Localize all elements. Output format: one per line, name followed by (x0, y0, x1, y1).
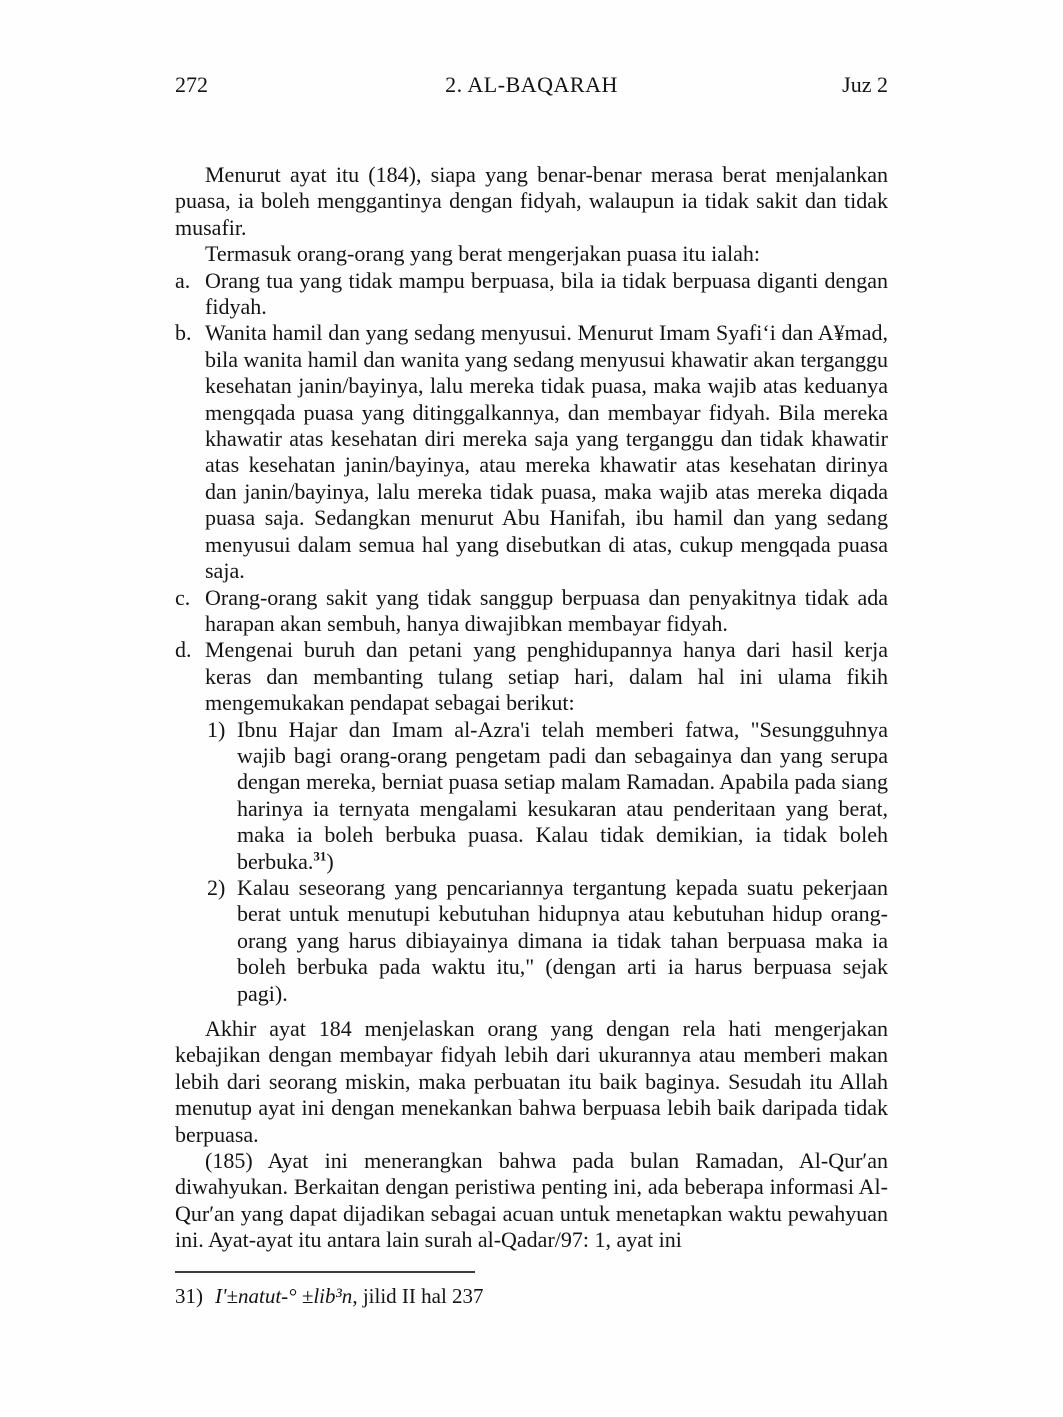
list-marker: c. (175, 584, 191, 610)
footnote-reference: 31 (313, 848, 327, 864)
page-number: 272 (175, 72, 208, 97)
paragraph-intro: Menurut ayat itu (184), siapa yang benar-benar merasa berat menjalankan puasa, ia boleh menggantinya dengan fidyah, walaupun ia tidak sakit dan tidak musafir. (175, 162, 888, 240)
sublist-item-1 (207, 717, 888, 875)
footnote-rule (175, 1271, 475, 1273)
sublist-marker: 1) (207, 716, 226, 742)
page-header (175, 72, 888, 99)
sublist-marker: 2) (207, 874, 226, 900)
sublist-item-text: Kalau seseorang yang pencariannya tergantung kepada suatu pekerjaan berat untuk menutupi kebutuhan hidupnya atau kebutuhan hidup orang-orang yang harus dibiayainya dimana ia tidak tahan berpuasa maka ia boleh berbuka pada waktu itu," (dengan arti ia harus berpuasa sejak pagi). (237, 874, 888, 1006)
list-item-c (175, 585, 888, 638)
list-item-a (175, 268, 888, 321)
list-item-text: Orang tua yang tidak mampu berpuasa, bila ia tidak berpuasa diganti dengan fidyah. (205, 267, 888, 320)
footnote-suffix: , jilid II hal 237 (352, 1283, 484, 1308)
footnote (175, 1283, 888, 1309)
sublist-item-2 (207, 875, 888, 1007)
sublist-item-text-after-ref: ) (326, 848, 334, 874)
list-marker: b. (175, 320, 192, 346)
list-item-text: Orang-orang sakit yang tidak sanggup berpuasa dan penyakitnya tidak ada harapan akan sembuh, hanya diwajibkan membayar fidyah. (205, 584, 888, 636)
list-item-d (175, 637, 888, 716)
sublist-item-text-main: Ibnu Hajar dan Imam al-Azra'i telah memberi fatwa, "Sesungguhnya wajib bagi orang-orang pengetam padi dan sebagainya dan yang serupa dengan mereka, berniat puasa setiap malam Ramadan. Apabila pada siang harinya ia ternyata mengalami kesukaran atau penderitaan yang berat, maka ia boleh berbuka puasa. Kalau tidak demikian, ia tidak boleh berbuka. (237, 716, 888, 874)
list-marker: a. (175, 267, 191, 293)
list-marker: d. (175, 637, 192, 663)
list-item-text: Wanita hamil dan yang sedang menyusui. Menurut Imam Syafi‘i dan A¥mad, bila wanita hamil dan wanita yang sedang menyusui khawatir akan terganggu kesehatan janin/bayinya, lalu mereka tidak puasa, maka wajib atas keduanya mengqada puasa yang ditinggalkannya, dan membayar fidyah. Bila mereka khawatir atas kesehatan diri mereka saja yang terganggu dan tidak khawatir atas kesehatan janin/bayinya, atau mereka khawatir atas kesehatan dirinya dan janin/bayinya, lalu mereka tidak puasa, maka wajib atas mereka diqada puasa saja. Sedangkan menurut Abu Hanifah, ibu hamil dan yang sedang menyusui dalam semua hal yang disebutkan di atas, cukup mengqada puasa saja. (205, 320, 888, 584)
footnote-marker: 31) (175, 1283, 203, 1308)
running-title: 2. AL-BAQARAH (445, 72, 618, 97)
list-item-text: Mengenai buruh dan petani yang penghidupannya hanya dari hasil kerja keras dan membanting tulang setiap hari, dalam hal ini ulama fikih mengemukakan pendapat sebagai berikut: (205, 637, 888, 716)
list-item-b (175, 320, 888, 584)
paragraph-closing-184: Akhir ayat 184 menjelaskan orang yang dengan rela hati mengerjakan kebajikan dengan membayar fidyah lebih dari ukurannya atau memberi makan lebih dari seorang miskin, maka perbuatan itu baik baginya. Sesudah itu Allah menutup ayat ini dengan menekankan bahwa berpuasa lebih baik daripada tidak berpuasa. (175, 1016, 888, 1147)
juz-label: Juz 2 (842, 72, 888, 97)
paragraph-185: (185) Ayat ini menerangkan bahwa pada bulan Ramadan, Al-Qur′an diwahyukan. Berkaitan dengan peristiwa penting ini, ada beberapa informasi Al-Qur′an yang dapat dijadikan sebagai acuan untuk menetapkan waktu pewahyuan ini. Ayat-ayat itu antara lain surah al-Qadar/97: 1, ayat ini (175, 1148, 888, 1253)
paragraph-list-lead: Termasuk orang-orang yang berat mengerjakan puasa itu ialah: (205, 241, 760, 267)
page-body (175, 162, 888, 1254)
sublist-item-text (237, 717, 888, 875)
footnote-work-title: I'±natut-° ±lib³n (215, 1283, 353, 1308)
footnote-block (175, 1271, 888, 1309)
footnote-text (215, 1283, 484, 1309)
